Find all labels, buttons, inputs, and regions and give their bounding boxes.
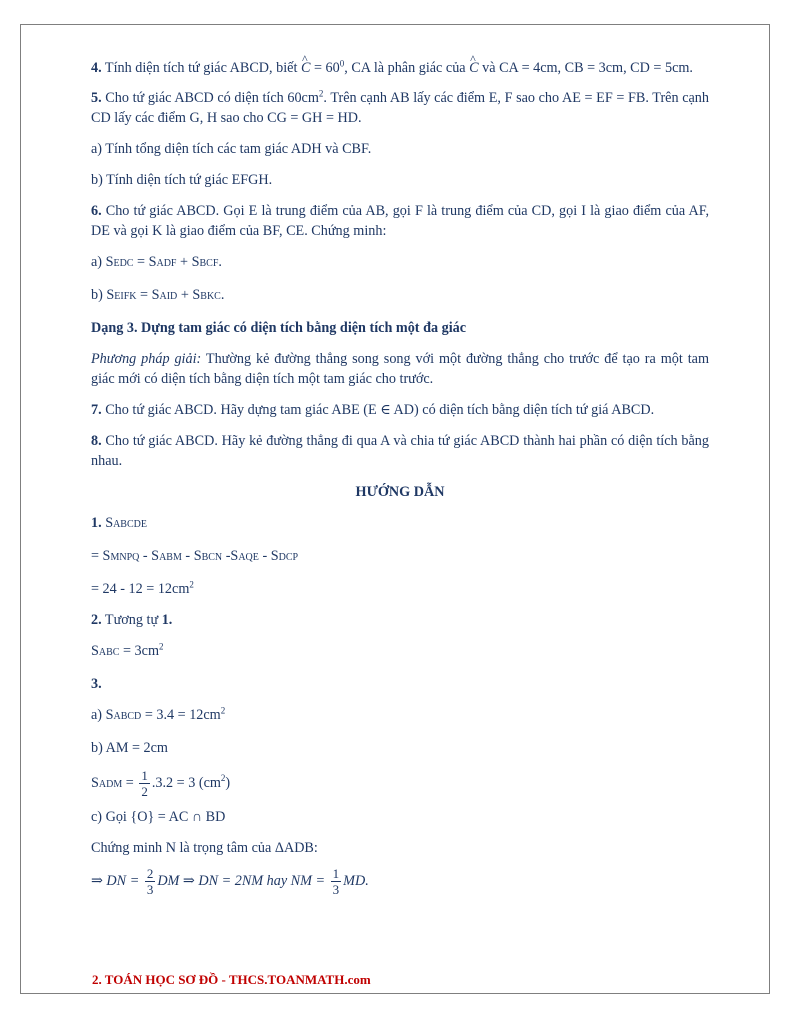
text: =	[122, 774, 138, 791]
guide-3a	[91, 705, 709, 727]
problem-4	[91, 58, 709, 78]
text: = 24 - 12 = 12cm	[91, 581, 190, 597]
problem-text: , CA là phân giác của	[344, 60, 470, 76]
text: S	[101, 515, 114, 531]
denominator: 3	[146, 882, 154, 897]
fraction	[139, 768, 150, 799]
denominator: 2	[141, 784, 148, 799]
guide-1	[91, 513, 709, 535]
text: = S	[136, 287, 160, 303]
guide-2	[91, 610, 709, 630]
formula-text: ⇒ DN =	[91, 872, 143, 889]
superscript: 2	[220, 705, 226, 716]
subscript: ADF	[156, 258, 177, 269]
text: )	[225, 774, 231, 791]
guide-title: HƯỚNG DẪN	[355, 484, 445, 500]
text: S	[91, 774, 99, 791]
problem-7	[91, 400, 709, 420]
problem-text: . Trên cạnh AB lấy các điểm E, F sao cho AE = EF = FB. Trên cạnh CD lấy các điểm G, H sao cho CG = GH = HD.	[91, 90, 709, 126]
degree-superscript: 0	[339, 58, 345, 69]
text: = S	[133, 254, 157, 270]
subscript: AQE	[238, 552, 259, 563]
subscript: ABM	[159, 552, 182, 563]
text: .	[220, 287, 225, 303]
problem-number: 6.	[91, 203, 102, 219]
numerator: 2	[146, 866, 154, 881]
text: b) S	[91, 287, 115, 303]
problem-6b	[91, 285, 709, 307]
problem-6	[91, 201, 709, 241]
text: - S	[258, 548, 279, 564]
subscript: BKC	[200, 291, 221, 302]
subscript: EDC	[113, 258, 134, 269]
text: + S	[176, 254, 200, 270]
guide-3-sadm	[91, 768, 709, 799]
problem-text: Cho tứ giác ABCD. Gọi E là trung điểm của AB, gọi F là trung điểm của CD, gọi I là giao điểm của AF, DE và gọi K là giao điểm của BF, CE. Chứng minh:	[91, 203, 709, 239]
guide-3: 3.	[91, 676, 102, 692]
fraction	[331, 866, 342, 897]
angle-symbol: ^ C	[301, 58, 310, 78]
text: = 3cm	[119, 643, 159, 659]
subscript: AID	[159, 291, 178, 302]
superscript: 2	[189, 579, 194, 590]
problem-text: Tính diện tích tứ giác ABCD, biết	[101, 60, 301, 76]
problem-text: Cho tứ giác ABCD. Hãy kẻ đường thẳng đi qua A và chia tứ giác ABCD thành hai phần có diện tích bằng nhau.	[91, 433, 709, 469]
guide-2-line-2	[91, 641, 709, 663]
guide-3b: b) AM = 2cm	[91, 740, 168, 756]
problem-6a	[91, 252, 709, 274]
section-3-method	[91, 349, 709, 389]
document-body	[91, 58, 709, 897]
text: a) S	[91, 707, 114, 723]
text: - S	[139, 548, 160, 564]
text: - S	[181, 548, 202, 564]
problem-number: 7.	[91, 402, 102, 418]
subscript: EIFK	[114, 291, 137, 302]
problem-5	[91, 88, 709, 128]
text: a) S	[91, 254, 114, 270]
text: -S	[222, 548, 239, 564]
superscript: 2	[220, 773, 226, 784]
numerator: 1	[141, 768, 148, 783]
numerator: 1	[332, 866, 340, 881]
guide-3c: c) Gọi {O} = AC ∩ BD	[91, 809, 226, 825]
subscript: BCF	[199, 258, 219, 269]
problem-text: Cho tứ giác ABCD có diện tích 60cm	[101, 90, 319, 106]
guide-number: 2.	[91, 612, 102, 628]
text: .3.2 = 3 (cm	[151, 774, 221, 791]
problem-number: 8.	[91, 433, 102, 449]
guide-1-line-2	[91, 546, 709, 568]
problem-number: 5.	[91, 90, 102, 106]
text: Tương tự	[101, 612, 162, 628]
equation-text: = 60	[310, 60, 340, 76]
subscript: ABCD	[113, 711, 142, 722]
guide-3-formula	[91, 866, 709, 897]
subscript: ABC	[98, 647, 120, 658]
text: S	[91, 643, 99, 659]
page-footer: 2. TOÁN HỌC SƠ ĐỒ - THCS.TOANMATH.com	[92, 972, 371, 987]
superscript: 2	[318, 88, 324, 99]
problem-8	[91, 431, 709, 471]
superscript: 2	[158, 641, 164, 652]
denominator: 3	[332, 882, 340, 897]
subscript: MNPQ	[110, 552, 140, 563]
problem-5a: a) Tính tổng diện tích các tam giác ADH và CBF.	[91, 141, 372, 157]
subscript: DCP	[278, 552, 299, 563]
guide-1-line-3	[91, 579, 709, 599]
reference: 1.	[161, 612, 173, 628]
text: = S	[91, 548, 111, 564]
formula-text: MD.	[343, 872, 369, 889]
angle-symbol: ^ C	[469, 58, 478, 78]
problem-text: Cho tứ giác ABCD. Hãy dựng tam giác ABE (E ∈ AD) có diện tích bằng diện tích tứ giá ABCD.	[101, 402, 655, 418]
method-label: Phương pháp giải:	[91, 351, 202, 367]
formula-text: DM ⇒ DN = 2NM hay NM =	[157, 872, 329, 889]
text: + S	[177, 287, 201, 303]
method-text: Thường kẻ đường thẳng song song với một đường thẳng cho trước để tạo ra một tam giác mới có diện tích bằng diện tích một tam giác cho trước.	[91, 351, 709, 387]
text: = 3.4 = 12cm	[141, 707, 221, 723]
guide-3-prove: Chứng minh N là trọng tâm của ΔADB:	[91, 840, 318, 856]
subscript: ADM	[98, 778, 123, 790]
section-3-title: Dạng 3. Dựng tam giác có diện tích bằng diện tích một đa giác	[91, 320, 467, 336]
problem-number: 4.	[91, 60, 102, 76]
problem-5b: b) Tính diện tích tứ giác EFGH.	[91, 172, 273, 188]
subscript: ABCDE	[113, 519, 147, 530]
guide-number: 1.	[91, 515, 102, 531]
problem-text: và CA = 4cm, CB = 3cm, CD = 5cm.	[478, 60, 693, 76]
subscript: BCN	[201, 552, 223, 563]
text: .	[218, 254, 222, 270]
fraction	[145, 866, 156, 897]
